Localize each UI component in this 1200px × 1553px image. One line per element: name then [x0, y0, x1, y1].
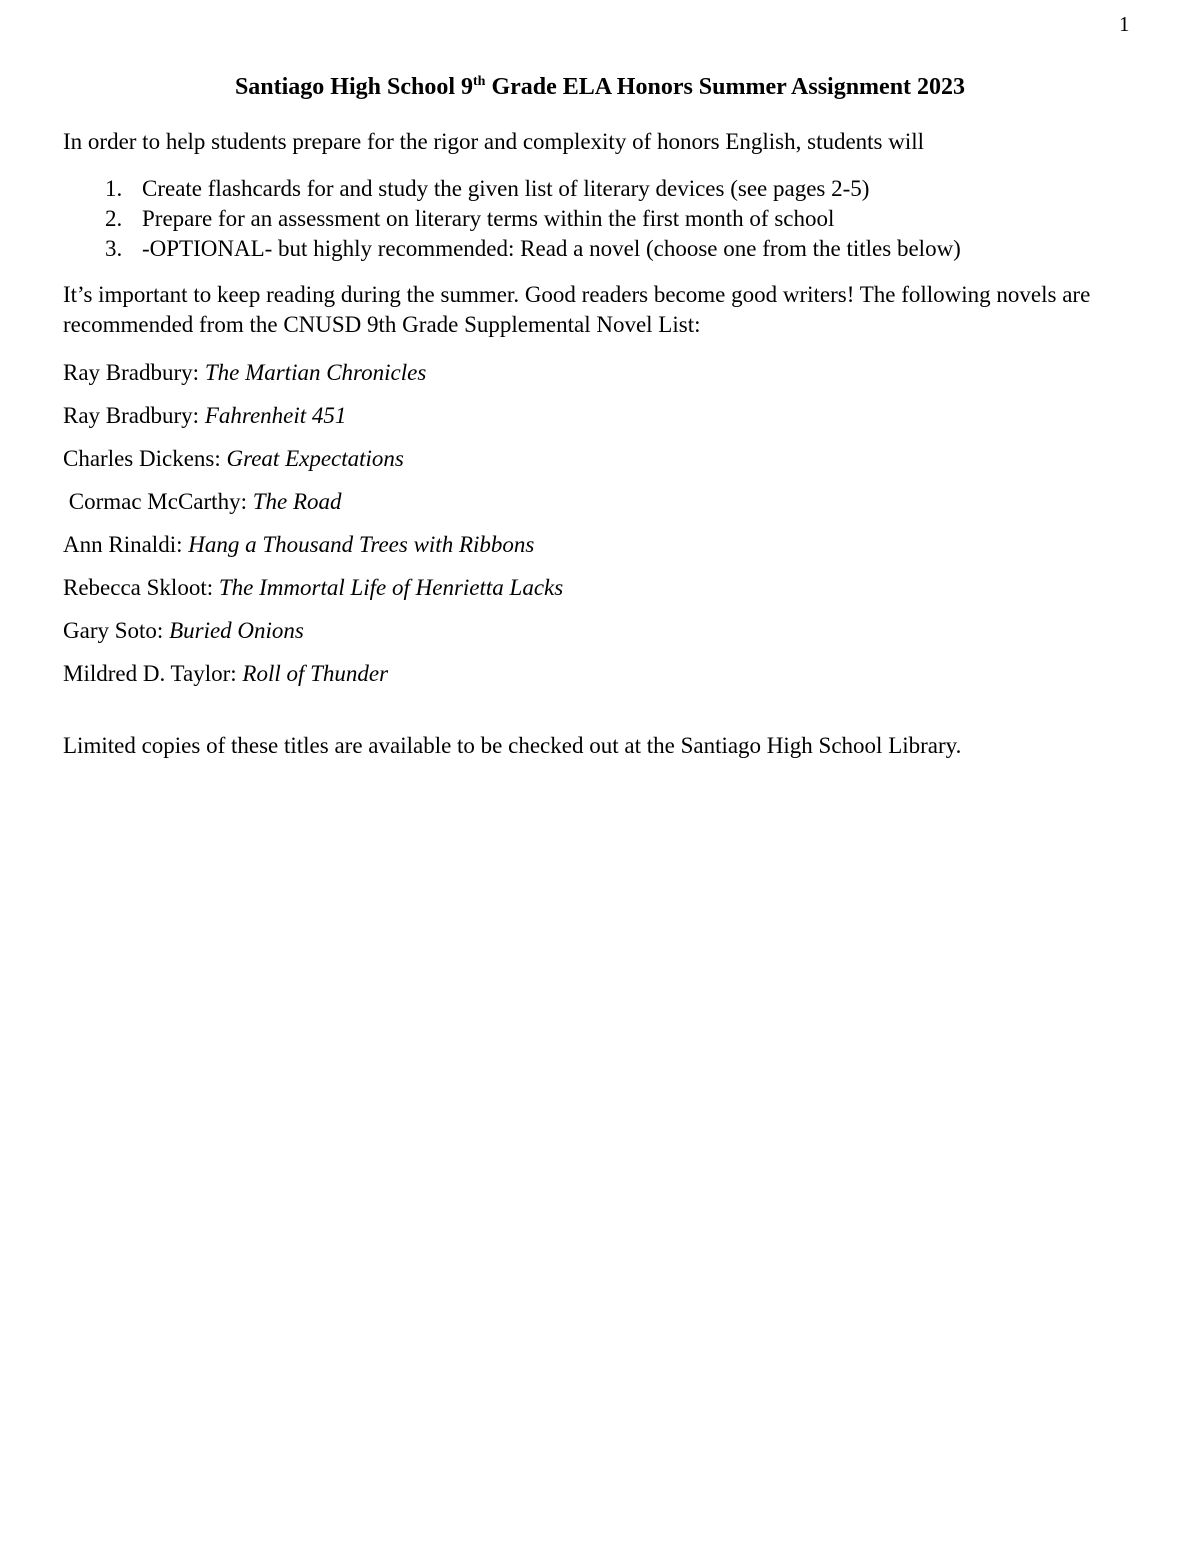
- book-author: Ann Rinaldi:: [63, 532, 189, 557]
- task-number: 3.: [105, 236, 123, 261]
- book-author: Cormac McCarthy:: [63, 489, 253, 514]
- page-number: 1: [1119, 12, 1130, 36]
- task-item: [63, 174, 1137, 204]
- book-entry: [63, 401, 1137, 430]
- book-entry: [63, 358, 1137, 387]
- book-title: Fahrenheit 451: [204, 403, 347, 428]
- book-author: Ray Bradbury:: [63, 360, 205, 385]
- intro-paragraph: In order to help students prepare for the rigor and complexity of honors English, students will: [63, 129, 925, 154]
- document-content: [63, 0, 1137, 760]
- task-text: Create flashcards for and study the given list of literary devices (see pages 2-5): [142, 176, 870, 201]
- title-text-post: Grade ELA Honors Summer Assignment 2023: [485, 74, 966, 100]
- book-title: Buried Onions: [169, 618, 304, 643]
- book-entry: [63, 530, 1137, 559]
- book-entry: [63, 616, 1137, 645]
- book-entry: [63, 444, 1137, 473]
- book-title: The Immortal Life of Henrietta Lacks: [218, 575, 564, 600]
- task-number: 2.: [105, 206, 123, 231]
- book-author: Charles Dickens:: [63, 446, 227, 471]
- book-author: Rebecca Skloot:: [63, 575, 219, 600]
- book-title: Hang a Thousand Trees with Ribbons: [188, 532, 535, 557]
- book-title: The Road: [252, 489, 342, 514]
- book-author: Mildred D. Taylor:: [63, 661, 243, 686]
- task-text: Prepare for an assessment on literary terms within the first month of school: [142, 206, 835, 231]
- footer-note-paragraph: Limited copies of these titles are available to be checked out at the Santiago High School Library.: [63, 733, 962, 758]
- book-title: Roll of Thunder: [242, 661, 389, 686]
- title-superscript: th: [473, 74, 486, 89]
- book-list: [63, 358, 1137, 688]
- reading-note-paragraph: It’s important to keep reading during the summer. Good readers become good writers! The following novels are recommended from the CNUSD 9th Grade Supplemental Novel List:: [63, 282, 1091, 337]
- task-text: -OPTIONAL- but highly recommended: Read a novel (choose one from the titles below): [142, 236, 961, 261]
- task-item: [63, 234, 1137, 264]
- task-item: [63, 204, 1137, 234]
- document-title: [63, 72, 1137, 102]
- book-title: The Martian Chronicles: [204, 360, 427, 385]
- task-number: 1.: [105, 176, 123, 201]
- book-title: Great Expectations: [226, 446, 404, 471]
- book-entry: [63, 659, 1137, 688]
- book-entry: [63, 487, 1137, 516]
- book-entry: [63, 573, 1137, 602]
- book-author: Gary Soto:: [63, 618, 170, 643]
- book-author: Ray Bradbury:: [63, 403, 205, 428]
- task-list: [63, 174, 1137, 264]
- title-text-pre: Santiago High School 9: [234, 74, 473, 100]
